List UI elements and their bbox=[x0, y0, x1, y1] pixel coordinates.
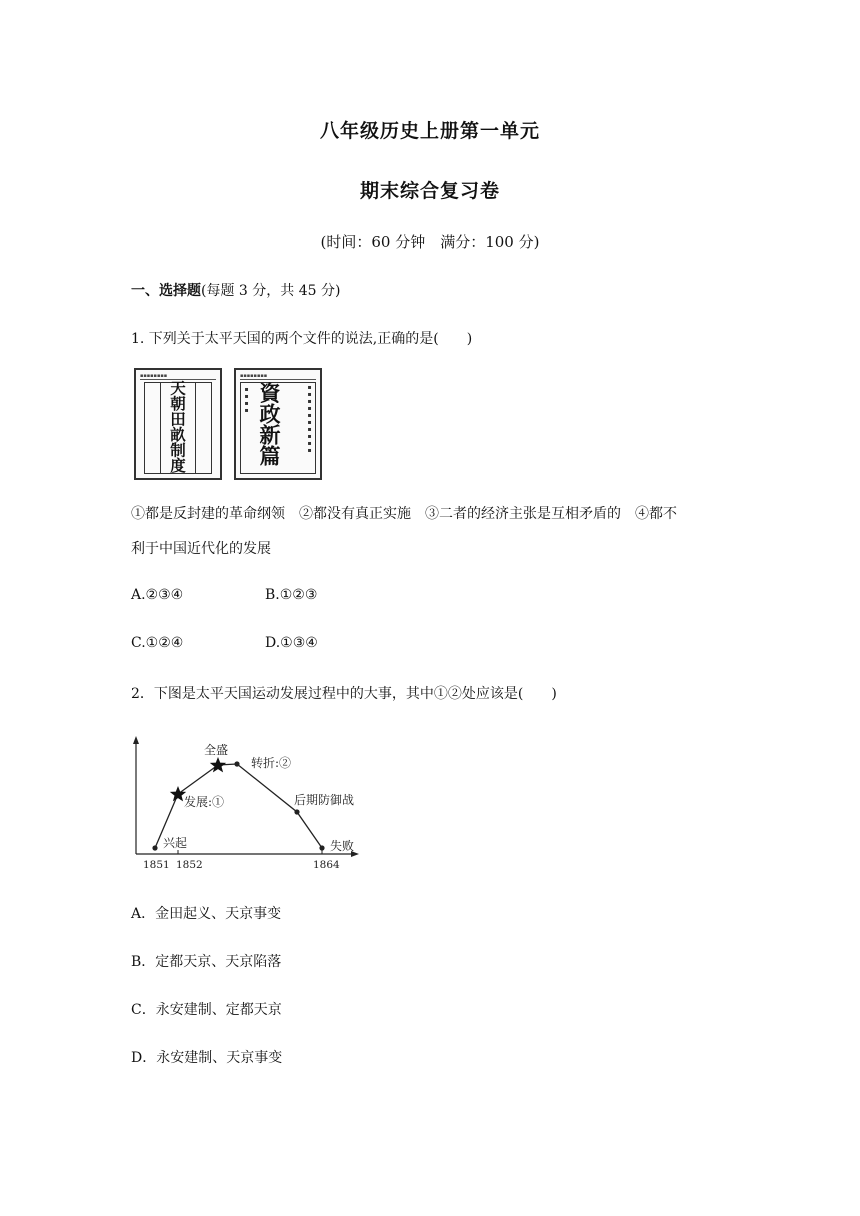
q1-option-b: B.①②③ bbox=[265, 587, 318, 603]
q2-option-c: C．永安建制、定都天京 bbox=[131, 1002, 282, 1018]
doc-title: 八年级历史上册第一单元 bbox=[319, 120, 540, 142]
point-fail bbox=[319, 845, 324, 850]
tick-label-1851: 1851 bbox=[143, 859, 170, 871]
q1-statements-line1: ①都是反封建的革命纲领 ②都没有真正实施 ③二者的经济主张是互相矛盾的 ④都不 bbox=[131, 506, 677, 522]
tick-label-1864: 1864 bbox=[313, 859, 340, 871]
book-cover-2 bbox=[234, 368, 322, 480]
cover-2-title: 資政新篇 bbox=[257, 382, 282, 466]
cover-1-title: 天朝田畝制度 bbox=[168, 380, 187, 473]
q2-option-a: A．金田起义、天京事变 bbox=[131, 906, 282, 922]
q1-option-c: C.①②④ bbox=[131, 635, 184, 651]
q2-option-b: B．定都天京、天京陷落 bbox=[131, 954, 282, 970]
point-rise bbox=[152, 845, 157, 850]
point-late-defense bbox=[294, 809, 299, 814]
section-label: 一、选择题 bbox=[131, 283, 201, 299]
q1-stem: 1. 下列关于太平天国的两个文件的说法,正确的是( ) bbox=[131, 331, 473, 347]
q2-option-d: D．永安建制、天京事变 bbox=[131, 1050, 283, 1066]
q1-option-d: D.①③④ bbox=[265, 635, 318, 651]
tick-label-1852: 1852 bbox=[176, 859, 203, 871]
label-fail: 失败 bbox=[330, 839, 355, 853]
cover-2-side-right: ▪▪▪▪▪▪▪▪▪▪ bbox=[306, 384, 313, 454]
point-turn bbox=[234, 761, 239, 766]
label-develop: 发展:① bbox=[184, 795, 225, 809]
time-info: (时间：60 分钟 满分：100 分) bbox=[320, 233, 540, 251]
cover-1-header: ▪▪▪▪▪▪▪▪ bbox=[140, 373, 216, 380]
label-rise: 兴起 bbox=[163, 836, 188, 850]
q2-stem: 2．下图是太平天国运动发展过程中的大事，其中①②处应该是( ) bbox=[131, 686, 557, 702]
section-heading bbox=[131, 280, 340, 300]
q2-chart bbox=[130, 732, 370, 876]
doc-subtitle: 期末综合复习卷 bbox=[359, 180, 500, 202]
section-note: (每题 3 分，共 45 分) bbox=[201, 283, 341, 299]
label-peak: 全盛 bbox=[204, 743, 229, 757]
q1-statements-line2: 利于中国近代化的发展 bbox=[131, 541, 271, 557]
label-turn: 转折:② bbox=[251, 756, 292, 770]
cover-2-side-left: ▪▪▪▪ bbox=[243, 386, 250, 414]
y-axis-arrow bbox=[133, 736, 139, 744]
q1-option-a: A.②③④ bbox=[131, 587, 184, 603]
point-peak-star bbox=[210, 757, 226, 772]
label-late-defense: 后期防御战 bbox=[294, 793, 355, 807]
book-cover-1 bbox=[134, 368, 222, 480]
cover-2-header: ▪▪▪▪▪▪▪▪ bbox=[240, 373, 316, 380]
